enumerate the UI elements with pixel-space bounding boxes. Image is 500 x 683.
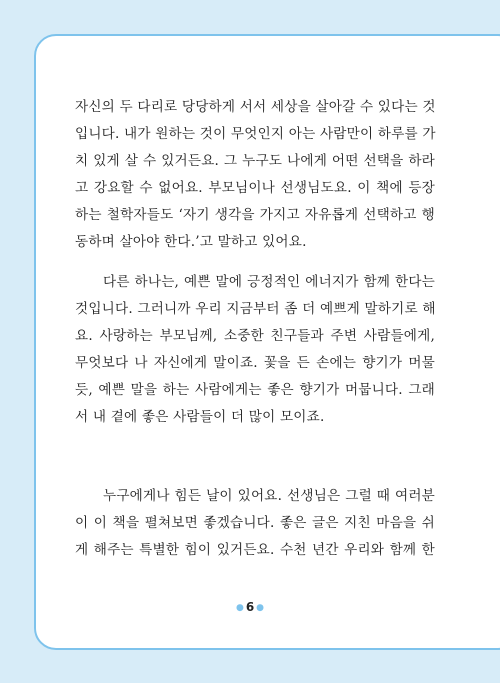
text-line: 게 해주는 특별한 힘이 있거든요. 수천 년간 우리와 함께 한 xyxy=(75,542,435,558)
text-line: 동하며 살아야 한다.’고 말하고 있어요. xyxy=(75,234,307,250)
text-line: 치 있게 살 수 있거든요. 그 누구도 나에게 어떤 선택을 하라 xyxy=(75,153,435,169)
text-line: 하는 철학자들도 ‘자기 생각을 가지고 자유롭게 선택하고 행 xyxy=(75,207,435,223)
text-line: 이 이 책을 펼쳐보면 좋겠습니다. 좋은 글은 지친 마음을 쉬 xyxy=(75,515,435,531)
text-line: 다른 하나는, 예쁜 말에 긍정적인 에너지가 함께 한다는 xyxy=(103,274,435,290)
paragraph-1 xyxy=(75,94,435,256)
paragraph-3 xyxy=(75,483,435,564)
page-number xyxy=(0,600,500,614)
paragraph-2 xyxy=(75,269,435,431)
text-line: 것입니다. 그러니까 우리 지금부터 좀 더 예쁘게 말하기로 해 xyxy=(75,301,436,317)
dot-icon: ● xyxy=(256,603,265,613)
text-line: 고 강요할 수 없어요. 부모님이나 선생님도요. 이 책에 등장 xyxy=(75,180,435,196)
text-line: 자신의 두 다리로 당당하게 서서 세상을 살아갈 수 있다는 것 xyxy=(75,99,436,115)
text-line: 무엇보다 나 자신에게 말이죠. 꽃을 든 손에는 향기가 머물 xyxy=(75,355,435,371)
text-line: 누구에게나 힘든 날이 있어요. 선생님은 그럴 때 여러분 xyxy=(103,488,435,504)
text-line: 입니다. 내가 원하는 것이 무엇인지 아는 사람만이 하루를 가 xyxy=(75,126,436,142)
text-line: 요. 사랑하는 부모님께, 소중한 친구들과 주변 사람들에게, xyxy=(75,328,435,344)
text-line: 듯, 예쁜 말을 하는 사람에게는 좋은 향기가 머뭅니다. 그래 xyxy=(75,382,435,398)
dot-icon: ● xyxy=(235,603,244,613)
page-number-value: 6 xyxy=(245,600,255,614)
text-line: 서 내 곁에 좋은 사람들이 더 많이 모이죠. xyxy=(75,409,325,425)
